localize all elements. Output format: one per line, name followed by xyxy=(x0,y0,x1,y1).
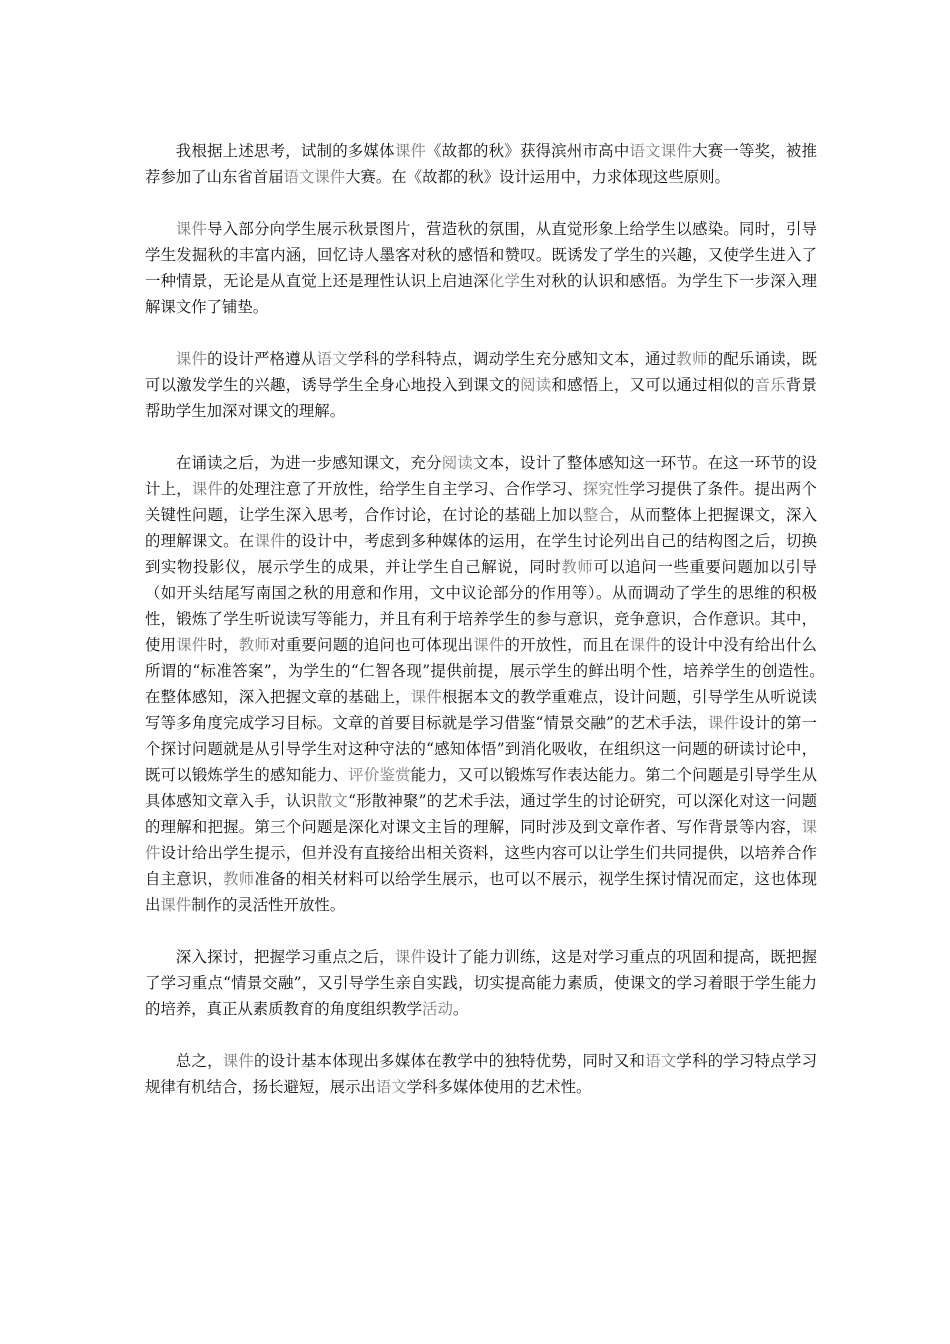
text-run: 可以追问一些重要问题加以引导（如开头结尾写南国之秋的用意和作用，文中议论部分的作用等）。从而调动了学生的思维的积极性，锻炼了学生听说读写等能力，并且有利于培养学生的参与意识，竞争意识，合作意识。其中，使用 xyxy=(145,558,817,654)
text-run: 导入部分向学生展示秋景图片，营造秋的氛围，从直觉形象上给学生以感染。同时，引导学生发掘秋的丰富内涵，回忆诗人墨客对秋的感悟和赞叹。既诱发了学生的兴趣，又使学生进入了一种情景，无论是从直觉上还是理性认识上启迪深 xyxy=(145,220,817,290)
keyword-link[interactable]: 课件 xyxy=(160,896,192,914)
keyword-link[interactable]: 活动 xyxy=(422,1000,453,1018)
keyword-link[interactable]: 课件 xyxy=(222,1052,255,1070)
text-run: 背景帮助学生加深对课文的理解。 xyxy=(145,376,817,420)
keyword-link[interactable]: 课件 xyxy=(191,480,224,498)
paragraph-6 xyxy=(145,1048,817,1100)
text-run: 的处理注意了开放性，给学生自主学习、合作学习、 xyxy=(223,480,583,498)
keyword-link[interactable]: 探究性 xyxy=(582,480,630,498)
keyword-link[interactable]: 化学 xyxy=(488,272,521,290)
paragraph-5 xyxy=(145,944,817,1022)
keyword-link[interactable]: 课件 xyxy=(175,350,208,368)
keyword-link[interactable]: 语文 xyxy=(375,1078,407,1096)
keyword-link[interactable]: 课件 xyxy=(145,818,817,862)
text-run: 。 xyxy=(452,1000,469,1018)
text-run: 在诵读之后，为进一步感知课文，充分 xyxy=(175,454,442,472)
text-run: 生对秋的认识和感悟。为学生下一步深入理解课文作了铺垫。 xyxy=(145,272,817,316)
text-run: 总之， xyxy=(175,1052,223,1070)
text-run: 根据本文的教学重难点，设计问题，引导学生从听说读写等多角度完成学习目标。文章的首要目标就是学习借鉴“情景交融”的艺术手法， xyxy=(145,688,817,732)
keyword-link[interactable]: 课件 xyxy=(394,142,427,160)
text-run: 学科的学习特点学习规律有机结合，扬长避短，展示出 xyxy=(145,1052,817,1096)
text-run: 学科的学科特点，调动学生充分感知文本，通过 xyxy=(347,350,677,368)
keyword-link[interactable]: 教师 xyxy=(561,558,594,576)
keyword-link[interactable]: 语文课件 xyxy=(629,142,693,160)
text-run: 制作的灵活性开放性。 xyxy=(191,896,346,914)
keyword-link[interactable]: 课件 xyxy=(394,948,427,966)
paragraph-4 xyxy=(145,450,833,918)
text-run: 设计的第一个探讨问题就是从引导学生对这种守法的“感知体悟”到消化吸收，在组织这一问题的研读讨论中，既可以锻炼学生的感知能力、 xyxy=(145,714,817,784)
keyword-link[interactable]: 教师 xyxy=(238,636,271,654)
text-run: 学习提供了条件。提出两个关键性问题，让学生深入思考，合作讨论，在讨论的基础上加以 xyxy=(145,480,817,524)
paragraph-2 xyxy=(145,216,817,320)
keyword-link[interactable]: 语文课件 xyxy=(283,168,346,186)
keyword-link[interactable]: 教师 xyxy=(223,870,255,888)
text-run: 设计给出学生提示，但并没有直接给出相关资料，这些内容可以让学生们共同提供，以培养合作自主意识， xyxy=(145,844,817,888)
keyword-link[interactable]: 阅读 xyxy=(441,454,474,472)
text-run: 的设计基本体现出多媒体在教学中的独特优势，同时又和 xyxy=(254,1052,646,1070)
text-run: 设计了能力训练，这是对学习重点的巩固和提高，既把握了学习重点“情景交融”，又引导学生亲自实践，切实提高能力素质，使课文的学习着眼于学生能力的培养，真正从素质教育的角度组织教学 xyxy=(145,948,817,1018)
keyword-link[interactable]: 课件 xyxy=(254,532,286,550)
keyword-link[interactable]: 音乐 xyxy=(754,376,786,394)
paragraph-3 xyxy=(145,346,817,424)
text-run: 的配乐诵读，既可以激发学生的兴趣，诱导学生全身心地投入到课文的 xyxy=(145,350,817,394)
text-run: 对重要问题的追问也可体现出 xyxy=(270,636,474,654)
keyword-link[interactable]: 评价鉴赏 xyxy=(348,766,411,784)
text-run: 我根据上述思考，试制的多媒体 xyxy=(175,142,395,160)
text-run: 大赛。在《故都的秋》设计运用中，力求体现这些原则。 xyxy=(345,168,730,186)
text-run: “形散神聚”的艺术手法，通过学生的讨论研究，可以深化对这一问题的理解和把握。第三个问题是深化对课文主旨的理解，同时涉及到文章作者、写作背景等内容， xyxy=(145,792,817,836)
document-body xyxy=(145,138,833,1126)
paragraph-1 xyxy=(145,138,817,190)
keyword-link[interactable]: 语文 xyxy=(316,350,348,368)
keyword-link[interactable]: 课件 xyxy=(473,636,505,654)
text-run: 大赛一等奖，被推荐参加了山东省首届 xyxy=(145,142,817,186)
text-run: ，从而整体上把握课文，深入的理解课文。在 xyxy=(145,506,817,550)
text-run: 文本，设计了整体感知这一环节。在这一环节的设计上， xyxy=(145,454,817,498)
text-run: 准备的相关材料可以给学生展示，也可以不展示，视学生探讨情况而定，这也体现出 xyxy=(145,870,817,914)
text-run: 《故都的秋》获得滨州市高中 xyxy=(426,142,630,160)
text-run: 时， xyxy=(207,636,239,654)
text-run: 和感悟上，又可以通过相似的 xyxy=(551,376,755,394)
keyword-link[interactable]: 课件 xyxy=(707,714,740,732)
text-run: 的开放性，而且在 xyxy=(504,636,630,654)
keyword-link[interactable]: 课件 xyxy=(629,636,661,654)
text-run: 的设计中，考虑到多种媒体的运用，在学生讨论列出自己的结构图之后，切换到实物投影仪，展示学生的成果，并让学生自己解说，同时 xyxy=(145,532,817,576)
keyword-link[interactable]: 整合 xyxy=(582,506,614,524)
keyword-link[interactable]: 教师 xyxy=(676,350,708,368)
keyword-link[interactable]: 散文 xyxy=(316,792,349,810)
keyword-link[interactable]: 语文 xyxy=(645,1052,677,1070)
keyword-link[interactable]: 课件 xyxy=(175,220,208,238)
text-run: 深入探讨，把握学习重点之后， xyxy=(175,948,395,966)
keyword-link[interactable]: 课件 xyxy=(410,688,443,706)
text-run: 的设计严格遵从 xyxy=(207,350,317,368)
keyword-link[interactable]: 阅读 xyxy=(520,376,552,394)
text-run: 能力，又可以锻炼写作表达能力。第二个问题是引导学生从具体感知文章入手，认识 xyxy=(145,766,817,810)
text-run: 的设计中没有给出什么所谓的“标准答案”，为学生的“仁智各现”提供前提，展示学生的鲜出明个性，培养学生的创造性。 在整体感知，深入把握文章的基础上， xyxy=(145,636,833,706)
text-run: 学科多媒体使用的艺术性。 xyxy=(406,1078,592,1096)
keyword-link[interactable]: 课件 xyxy=(176,636,208,654)
